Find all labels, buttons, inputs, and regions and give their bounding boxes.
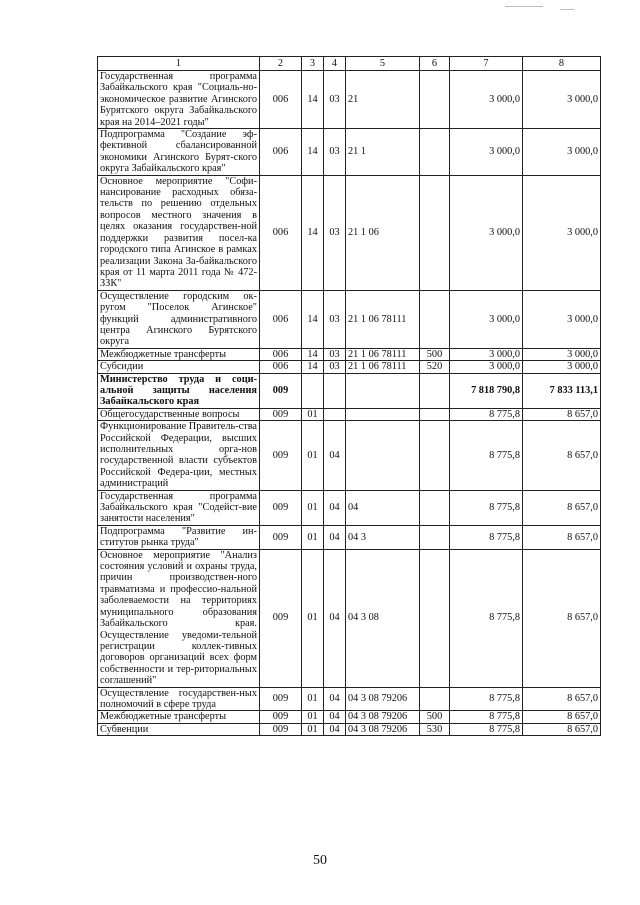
table-row [98, 71, 601, 129]
amount-year1-cell: 3 000,0 [450, 348, 523, 360]
item-name-cell: Подпрограмма "Создание эф-фективной сбалансированной экономики Агинского Бурят-ского округа Забайкальского края" [98, 129, 260, 176]
section-code-cell: 01 [302, 525, 324, 549]
target-article-cell: 21 [346, 71, 420, 129]
table-row [98, 408, 601, 420]
section-code-cell: 14 [302, 175, 324, 290]
target-article-cell: 04 3 [346, 525, 420, 549]
table-body [98, 57, 601, 736]
ministry-code-cell: 009 [260, 723, 302, 735]
item-name-cell: Государственная программа Забайкальского края "Содейст-вие занятости населения" [98, 490, 260, 525]
amount-year2-cell: 3 000,0 [523, 348, 601, 360]
section-code-cell: 14 [302, 290, 324, 348]
section-code-cell: 01 [302, 421, 324, 490]
ministry-code-cell: 006 [260, 290, 302, 348]
subsection-code-cell [324, 408, 346, 420]
amount-year2-cell: 8 657,0 [523, 421, 601, 490]
amount-year1-cell: 7 818 790,8 [450, 373, 523, 408]
expense-type-cell [420, 549, 450, 687]
ministry-code-cell: 009 [260, 490, 302, 525]
expense-type-cell: 530 [420, 723, 450, 735]
column-header: 4 [324, 57, 346, 71]
section-code-cell: 01 [302, 408, 324, 420]
item-name-cell: Осуществление городским ок-ругом "Поселок Агинское" функций административного центра Агинского Бурятского округа [98, 290, 260, 348]
amount-year1-cell: 3 000,0 [450, 71, 523, 129]
item-name-cell: Осуществление государствен-ных полномочий в сфере труда [98, 687, 260, 711]
expense-type-cell [420, 490, 450, 525]
expense-type-cell [420, 408, 450, 420]
item-name-cell: Общегосударственные вопросы [98, 408, 260, 420]
amount-year2-cell: 8 657,0 [523, 490, 601, 525]
expense-type-cell [420, 525, 450, 549]
amount-year2-cell: 8 657,0 [523, 711, 601, 723]
ministry-code-cell: 006 [260, 175, 302, 290]
expense-type-cell [420, 373, 450, 408]
amount-year1-cell: 8 775,8 [450, 687, 523, 711]
item-name-cell: Министерство труда и соци-альной защиты населения Забайкальского края [98, 373, 260, 408]
amount-year1-cell: 8 775,8 [450, 723, 523, 735]
subsection-code-cell [324, 373, 346, 408]
subsection-code-cell: 04 [324, 490, 346, 525]
ministry-code-cell: 009 [260, 421, 302, 490]
amount-year2-cell: 7 833 113,1 [523, 373, 601, 408]
subsection-code-cell: 04 [324, 525, 346, 549]
subsection-code-cell: 03 [324, 361, 346, 373]
ministry-code-cell: 009 [260, 373, 302, 408]
scan-artifact [505, 6, 543, 7]
item-name-cell: Основное мероприятие "Анализ состояния условий и охраны труда, причин производствен-ного травматизма и профессио-нальной заболеваемости на территориях муниципального образования Забайкальского края. Осуществление уведоми-тельной регистрации коллек-тивных договоров организаций всех форм собственности и тер-риториальных соглашений" [98, 549, 260, 687]
section-code-cell: 14 [302, 71, 324, 129]
amount-year2-cell: 3 000,0 [523, 175, 601, 290]
section-code-cell [302, 373, 324, 408]
amount-year1-cell: 8 775,8 [450, 408, 523, 420]
table-row [98, 290, 601, 348]
item-name-cell: Межбюджетные трансферты [98, 711, 260, 723]
amount-year2-cell: 8 657,0 [523, 408, 601, 420]
expense-type-cell: 500 [420, 711, 450, 723]
amount-year2-cell: 3 000,0 [523, 361, 601, 373]
column-header: 6 [420, 57, 450, 71]
subsection-code-cell: 04 [324, 711, 346, 723]
subsection-code-cell: 03 [324, 290, 346, 348]
target-article-cell: 04 3 08 79206 [346, 711, 420, 723]
ministry-code-cell: 006 [260, 361, 302, 373]
target-article-cell [346, 408, 420, 420]
table-row [98, 711, 601, 723]
subsection-code-cell: 04 [324, 421, 346, 490]
item-name-cell: Подпрограмма "Развитие ин-ститутов рынка труда" [98, 525, 260, 549]
subsection-code-cell: 03 [324, 348, 346, 360]
amount-year2-cell: 3 000,0 [523, 129, 601, 176]
amount-year2-cell: 8 657,0 [523, 723, 601, 735]
section-code-cell: 14 [302, 129, 324, 176]
item-name-cell: Основное мероприятие "Софи-нансирование расходных обяза-тельств по решению отдельных вопросов местного значения в целях оказания государствен-ной поддержки развития посел-ка городского типа Агинское в рамках реализации Закона За-байкальского края от 11 марта 2011 года № 472-ЗЗК" [98, 175, 260, 290]
ministry-code-cell: 009 [260, 408, 302, 420]
table-row [98, 361, 601, 373]
table-header-row [98, 57, 601, 71]
subsection-code-cell: 03 [324, 71, 346, 129]
target-article-cell [346, 373, 420, 408]
target-article-cell: 04 3 08 [346, 549, 420, 687]
expense-type-cell [420, 421, 450, 490]
amount-year1-cell: 8 775,8 [450, 421, 523, 490]
amount-year1-cell: 8 775,8 [450, 549, 523, 687]
column-header: 5 [346, 57, 420, 71]
column-header: 7 [450, 57, 523, 71]
ministry-code-cell: 009 [260, 711, 302, 723]
amount-year1-cell: 3 000,0 [450, 361, 523, 373]
item-name-cell: Функционирование Правитель-ства Российской Федерации, высших исполнительных орга-нов государственной власти субъектов Российской Федера-ции, местных администраций [98, 421, 260, 490]
amount-year1-cell: 8 775,8 [450, 490, 523, 525]
section-code-cell: 14 [302, 348, 324, 360]
target-article-cell: 04 [346, 490, 420, 525]
budget-table [97, 56, 601, 736]
item-name-cell: Межбюджетные трансферты [98, 348, 260, 360]
scan-artifact [560, 9, 574, 10]
section-code-cell: 01 [302, 549, 324, 687]
subsection-code-cell: 04 [324, 723, 346, 735]
column-header: 8 [523, 57, 601, 71]
subsection-code-cell: 04 [324, 549, 346, 687]
ministry-code-cell: 009 [260, 549, 302, 687]
amount-year1-cell: 3 000,0 [450, 129, 523, 176]
amount-year1-cell: 8 775,8 [450, 711, 523, 723]
target-article-cell: 21 1 [346, 129, 420, 176]
column-header: 1 [98, 57, 260, 71]
target-article-cell: 04 3 08 79206 [346, 723, 420, 735]
subsection-code-cell: 04 [324, 687, 346, 711]
target-article-cell: 21 1 06 [346, 175, 420, 290]
table-row [98, 687, 601, 711]
ministry-code-cell: 006 [260, 129, 302, 176]
amount-year1-cell: 3 000,0 [450, 175, 523, 290]
target-article-cell: 21 1 06 78111 [346, 361, 420, 373]
section-code-cell: 01 [302, 687, 324, 711]
target-article-cell: 21 1 06 78111 [346, 290, 420, 348]
ministry-code-cell: 009 [260, 687, 302, 711]
amount-year2-cell: 8 657,0 [523, 525, 601, 549]
subsection-code-cell: 03 [324, 175, 346, 290]
subsection-code-cell: 03 [324, 129, 346, 176]
table-row [98, 373, 601, 408]
table-row [98, 549, 601, 687]
target-article-cell: 04 3 08 79206 [346, 687, 420, 711]
target-article-cell: 21 1 06 78111 [346, 348, 420, 360]
amount-year1-cell: 3 000,0 [450, 290, 523, 348]
table-row [98, 421, 601, 490]
target-article-cell [346, 421, 420, 490]
column-header: 2 [260, 57, 302, 71]
table-row [98, 490, 601, 525]
amount-year2-cell: 3 000,0 [523, 290, 601, 348]
expense-type-cell [420, 129, 450, 176]
column-header: 3 [302, 57, 324, 71]
item-name-cell: Субвенции [98, 723, 260, 735]
expense-type-cell [420, 290, 450, 348]
section-code-cell: 01 [302, 723, 324, 735]
expense-type-cell: 520 [420, 361, 450, 373]
table-row [98, 525, 601, 549]
amount-year2-cell: 3 000,0 [523, 71, 601, 129]
amount-year1-cell: 8 775,8 [450, 525, 523, 549]
item-name-cell: Субсидии [98, 361, 260, 373]
item-name-cell: Государственная программа Забайкальского края "Социаль-но-экономическое развитие Агинского Бурятского округа Забайкальского края на 2014–2021 годы" [98, 71, 260, 129]
ministry-code-cell: 006 [260, 348, 302, 360]
table-row [98, 129, 601, 176]
expense-type-cell [420, 175, 450, 290]
expense-type-cell [420, 687, 450, 711]
ministry-code-cell: 009 [260, 525, 302, 549]
section-code-cell: 14 [302, 361, 324, 373]
section-code-cell: 01 [302, 711, 324, 723]
ministry-code-cell: 006 [260, 71, 302, 129]
table-row [98, 348, 601, 360]
table-row [98, 175, 601, 290]
amount-year2-cell: 8 657,0 [523, 687, 601, 711]
amount-year2-cell: 8 657,0 [523, 549, 601, 687]
expense-type-cell [420, 71, 450, 129]
section-code-cell: 01 [302, 490, 324, 525]
page-number: 50 [313, 853, 327, 868]
expense-type-cell: 500 [420, 348, 450, 360]
table-row [98, 723, 601, 735]
